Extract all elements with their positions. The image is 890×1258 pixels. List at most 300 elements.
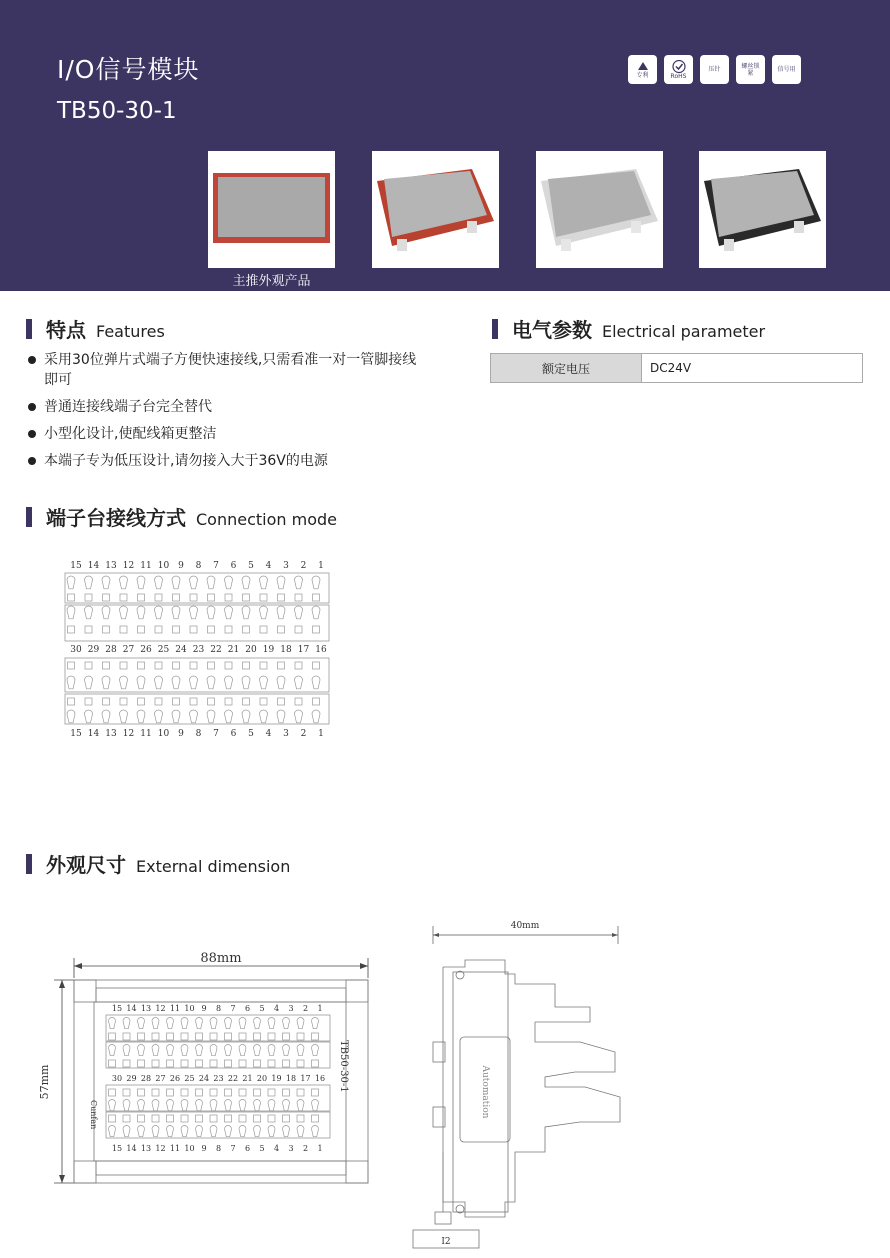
- wire-entry: [167, 1033, 174, 1040]
- keyhole-slot: [190, 676, 198, 689]
- pin-number: 5: [248, 729, 254, 739]
- wire-entry: [239, 1089, 246, 1096]
- pin-number: 9: [178, 729, 184, 739]
- keyhole-slot: [295, 606, 303, 619]
- wire-entry: [196, 1060, 203, 1067]
- pin-number: 26: [169, 1074, 181, 1083]
- features-list: [26, 350, 426, 478]
- wire-entry: [295, 594, 302, 601]
- pin-number: 26: [140, 645, 152, 655]
- pin-number: 2: [300, 561, 307, 571]
- keyhole-slot: [283, 1100, 290, 1111]
- wire-entry: [181, 1033, 188, 1040]
- wire-entry: [239, 1115, 246, 1122]
- keyhole-slot: [196, 1045, 203, 1056]
- pin-number: 4: [273, 1004, 280, 1013]
- end-clamp: [346, 1161, 368, 1183]
- keyhole-slot: [137, 606, 145, 619]
- wire-entry: [210, 1089, 217, 1096]
- pin-number: 22: [227, 1074, 239, 1083]
- pin-number: 29: [87, 645, 100, 655]
- wire-entry: [152, 1115, 159, 1122]
- keyhole-slot: [277, 576, 285, 589]
- wire-entry: [295, 698, 302, 705]
- keyhole-slot: [297, 1100, 304, 1111]
- pin-number: 5: [259, 1144, 265, 1153]
- pin-number: 11: [169, 1004, 181, 1013]
- keyhole-slot: [283, 1018, 290, 1029]
- wire-entry: [120, 626, 127, 633]
- pin-number: 1: [318, 561, 324, 571]
- pin-number: 1: [318, 729, 324, 739]
- wire-entry: [167, 1060, 174, 1067]
- pin-number: 2: [302, 1004, 309, 1013]
- wire-entry: [173, 626, 180, 633]
- features-heading: [26, 314, 165, 343]
- wire-entry: [120, 662, 127, 669]
- pin-number: 29: [126, 1074, 137, 1083]
- wire-entry: [155, 698, 162, 705]
- keyhole-slot: [167, 1045, 174, 1056]
- header-banner: [0, 0, 890, 291]
- page-title: I/O信号模块: [57, 55, 200, 84]
- certification-badges: [628, 55, 801, 84]
- wire-entry: [138, 698, 145, 705]
- wire-entry: [254, 1060, 261, 1067]
- wire-entry: [173, 662, 180, 669]
- keyhole-slot: [312, 1045, 319, 1056]
- pin-number: 13: [105, 561, 117, 571]
- wire-entry: [313, 626, 320, 633]
- terminal-block: [106, 1112, 330, 1138]
- keyhole-slot: [260, 576, 268, 589]
- pin-number: 28: [105, 645, 117, 655]
- wire-entry: [278, 594, 285, 601]
- keyhole-slot: [312, 606, 320, 619]
- wire-entry: [85, 698, 92, 705]
- wire-entry: [109, 1115, 116, 1122]
- keyhole-slot: [312, 676, 320, 689]
- wire-entry: [268, 1089, 275, 1096]
- wire-entry: [152, 1033, 159, 1040]
- keyhole-slot: [155, 576, 163, 589]
- pin-number: 12: [155, 1004, 166, 1013]
- keyhole-slot: [109, 1100, 116, 1111]
- wire-entry: [85, 594, 92, 601]
- wire-entry: [190, 662, 197, 669]
- pin-number: 8: [215, 1004, 222, 1013]
- keyhole-slot: [123, 1045, 130, 1056]
- pin-number: 24: [198, 1074, 210, 1083]
- keyhole-slot: [207, 710, 215, 723]
- wire-entry: [254, 1089, 261, 1096]
- keyhole-slot: [155, 676, 163, 689]
- wire-entry: [283, 1115, 290, 1122]
- pin-number: 25: [184, 1074, 195, 1083]
- wire-entry: [225, 594, 232, 601]
- dimension-title-en: External dimension: [136, 857, 291, 876]
- wire-entry: [155, 594, 162, 601]
- terminal-block: [106, 1015, 330, 1041]
- wire-entry: [283, 1060, 290, 1067]
- keyhole-slot: [137, 710, 145, 723]
- height-label: 57mm: [38, 1064, 51, 1100]
- pin-number: 22: [210, 645, 222, 655]
- wire-entry: [190, 698, 197, 705]
- wire-entry: [260, 594, 267, 601]
- keyhole-slot: [172, 710, 180, 723]
- keyhole-slot: [239, 1018, 246, 1029]
- pin-number: 6: [230, 729, 237, 739]
- end-clamp: [346, 980, 368, 1002]
- pin-number: 12: [122, 729, 135, 739]
- pin-number: 15: [70, 729, 82, 739]
- keyhole-slot: [297, 1126, 304, 1137]
- wire-entry: [243, 662, 250, 669]
- keyhole-slot: [268, 1126, 275, 1137]
- wire-entry: [196, 1089, 203, 1096]
- keyhole-slot: [196, 1126, 203, 1137]
- wire-entry: [181, 1089, 188, 1096]
- wire-entry: [120, 698, 127, 705]
- wire-entry: [254, 1033, 261, 1040]
- dimension-title-cn: 外观尺寸: [46, 853, 126, 877]
- pin-number: 7: [213, 561, 219, 571]
- keyhole-slot: [239, 1045, 246, 1056]
- keyhole-slot: [225, 1045, 232, 1056]
- wire-entry: [109, 1089, 116, 1096]
- pin-number: 20: [245, 645, 257, 655]
- table-row: [491, 354, 863, 383]
- wire-entry: [313, 594, 320, 601]
- keyhole-slot: [67, 676, 75, 689]
- pin-number: 20: [256, 1074, 268, 1083]
- pin-number: 24: [175, 645, 187, 655]
- keyhole-slot: [109, 1126, 116, 1137]
- keyhole-slot: [102, 576, 110, 589]
- keyhole-slot: [239, 1100, 246, 1111]
- photo-caption: 主推外观产品: [232, 274, 311, 289]
- wire-entry: [254, 1115, 261, 1122]
- pin-number: 27: [122, 645, 135, 655]
- keyhole-slot: [207, 576, 215, 589]
- side-model-label: TB50-30-1: [338, 1040, 349, 1093]
- keyhole-slot: [277, 606, 285, 619]
- keyhole-slot: [181, 1100, 188, 1111]
- keyhole-slot: [155, 710, 163, 723]
- pin-number: 6: [244, 1004, 251, 1013]
- wire-entry: [225, 1115, 232, 1122]
- rohs-icon: RoHS: [664, 55, 693, 84]
- keyhole-slot: [312, 710, 320, 723]
- electrical-title-en: Electrical parameter: [602, 322, 766, 341]
- pin-number: 2: [302, 1144, 309, 1153]
- keyhole-slot: [102, 710, 110, 723]
- wire-entry: [103, 626, 110, 633]
- keyhole-slot: [312, 1126, 319, 1137]
- keyhole-slot: [120, 606, 128, 619]
- logo-text: Cunfan: [89, 1100, 98, 1130]
- keyhole-slot: [277, 676, 285, 689]
- wire-entry: [260, 662, 267, 669]
- pin-number: 8: [215, 1144, 222, 1153]
- keyhole-slot: [225, 710, 233, 723]
- pin-number: 25: [157, 645, 170, 655]
- wire-entry: [138, 594, 145, 601]
- wire-entry: [208, 626, 215, 633]
- pin-number: 14: [126, 1004, 137, 1013]
- keyhole-slot: [138, 1100, 145, 1111]
- keyhole-slot: [207, 606, 215, 619]
- wire-entry: [138, 662, 145, 669]
- pin-number: 6: [244, 1144, 251, 1153]
- keyhole-slot: [297, 1045, 304, 1056]
- wire-entry: [239, 1033, 246, 1040]
- product-photo-black: [699, 151, 826, 268]
- param-key: 额定电压: [491, 354, 642, 383]
- wire-entry: [208, 662, 215, 669]
- param-value: DC24V: [642, 354, 863, 383]
- keyhole-slot: [210, 1018, 217, 1029]
- keyhole-slot: [102, 676, 110, 689]
- wire-entry: [278, 698, 285, 705]
- wire-entry: [109, 1033, 116, 1040]
- keyhole-slot: [152, 1045, 159, 1056]
- pin-number: 9: [178, 561, 184, 571]
- pin-number: 7: [230, 1144, 236, 1153]
- keyhole-slot: [167, 1126, 174, 1137]
- wire-entry: [152, 1060, 159, 1067]
- keyhole-slot: [85, 676, 93, 689]
- keyhole-slot: [152, 1126, 159, 1137]
- product-photo-red-side: [372, 151, 499, 268]
- keyhole-slot: [242, 576, 250, 589]
- pin-number: 12: [155, 1144, 166, 1153]
- keyhole-slot: [254, 1100, 261, 1111]
- wire-entry: [225, 1033, 232, 1040]
- wire-entry: [138, 626, 145, 633]
- section-marker: [26, 319, 32, 339]
- list-item: 普通连接线端子台完全替代: [26, 397, 426, 417]
- pin-number: 2: [300, 729, 307, 739]
- model-number: TB50-30-1: [57, 98, 177, 124]
- list-item: 采用30位弹片式端子方便快速接线,只需看准一对一管脚接线即可: [26, 350, 426, 390]
- connection-diagram: [60, 556, 345, 741]
- end-clamp: [74, 1161, 96, 1183]
- wire-entry: [85, 626, 92, 633]
- wire-entry: [295, 662, 302, 669]
- wire-entry: [225, 1089, 232, 1096]
- keyhole-slot: [295, 710, 303, 723]
- wire-entry: [243, 626, 250, 633]
- keyhole-slot: [123, 1018, 130, 1029]
- electrical-heading: [492, 314, 765, 343]
- keyhole-slot: [210, 1100, 217, 1111]
- list-item: 小型化设计,使配线箱更整洁: [26, 424, 426, 444]
- arrow-head: [59, 980, 65, 988]
- patent-icon: 专利: [628, 55, 657, 84]
- wire-entry: [138, 1060, 145, 1067]
- pin-number: 21: [227, 645, 240, 655]
- wire-entry: [103, 594, 110, 601]
- width-label: 88mm: [200, 951, 242, 966]
- pin-number: 14: [87, 561, 100, 571]
- keyhole-slot: [210, 1045, 217, 1056]
- pin-number: 15: [70, 561, 82, 571]
- pin-number: 14: [126, 1144, 137, 1153]
- wire-entry: [312, 1033, 319, 1040]
- pin-number: 17: [297, 645, 310, 655]
- wire-entry: [260, 626, 267, 633]
- end-clamp: [74, 980, 96, 1002]
- wire-entry: [283, 1089, 290, 1096]
- keyhole-slot: [167, 1100, 174, 1111]
- connection-heading: [26, 502, 337, 531]
- keyhole-slot: [295, 676, 303, 689]
- keyhole-slot: [181, 1126, 188, 1137]
- base-label: I2: [441, 1237, 451, 1247]
- wire-entry: [167, 1089, 174, 1096]
- wire-entry: [268, 1060, 275, 1067]
- wire-entry: [243, 698, 250, 705]
- pin-number: 7: [230, 1004, 236, 1013]
- pin-number: 30: [70, 645, 82, 655]
- wire-entry: [152, 1089, 159, 1096]
- keyhole-slot: [138, 1018, 145, 1029]
- pin-number: 3: [288, 1144, 294, 1153]
- wire-entry: [210, 1060, 217, 1067]
- keyhole-slot: [207, 676, 215, 689]
- pin-number: 4: [265, 729, 272, 739]
- keyhole-slot: [254, 1045, 261, 1056]
- wire-entry: [312, 1115, 319, 1122]
- keyhole-slot: [225, 1100, 232, 1111]
- wire-entry: [167, 1115, 174, 1122]
- wire-entry: [278, 626, 285, 633]
- pin-number: 10: [184, 1004, 195, 1013]
- keyhole-slot: [85, 710, 93, 723]
- wire-entry: [243, 594, 250, 601]
- wire-entry: [103, 698, 110, 705]
- keyhole-slot: [137, 576, 145, 589]
- keyhole-slot: [225, 606, 233, 619]
- keyhole-slot: [260, 676, 268, 689]
- wire-entry: [208, 698, 215, 705]
- keyhole-slot: [260, 606, 268, 619]
- arrow-head: [74, 963, 82, 969]
- wire-entry: [313, 698, 320, 705]
- wire-entry: [138, 1115, 145, 1122]
- pin-number: 1: [317, 1144, 323, 1153]
- keyhole-slot: [181, 1045, 188, 1056]
- pin-number: 3: [288, 1004, 294, 1013]
- keyhole-slot: [181, 1018, 188, 1029]
- electrical-title-cn: 电气参数: [512, 318, 592, 342]
- product-photo-red: [208, 151, 335, 268]
- depth-label: 40mm: [510, 921, 540, 931]
- keyhole-slot: [312, 1018, 319, 1029]
- connection-title-en: Connection mode: [196, 510, 337, 529]
- keyhole-slot: [283, 1126, 290, 1137]
- wire-entry: [68, 662, 75, 669]
- side-view-drawing: [405, 912, 645, 1252]
- pin-number: 5: [259, 1004, 265, 1013]
- pin-number: 3: [283, 729, 289, 739]
- wire-entry: [123, 1060, 130, 1067]
- terminal-block: [106, 1042, 330, 1068]
- pin-number: 13: [140, 1004, 152, 1013]
- wire-entry: [138, 1033, 145, 1040]
- pin-number: 9: [201, 1144, 207, 1153]
- keyhole-slot: [225, 1126, 232, 1137]
- wire-entry: [68, 626, 75, 633]
- arrow-head: [59, 1175, 65, 1183]
- pin-number: 8: [195, 561, 202, 571]
- wire-entry: [225, 698, 232, 705]
- pin-number: 9: [201, 1004, 207, 1013]
- pin-number: 12: [122, 561, 135, 571]
- wire-entry: [260, 698, 267, 705]
- wire-entry: [268, 1033, 275, 1040]
- wire-entry: [295, 626, 302, 633]
- wire-entry: [196, 1115, 203, 1122]
- front-view-drawing: [36, 940, 376, 1190]
- wire-entry: [283, 1033, 290, 1040]
- keyhole-slot: [312, 576, 320, 589]
- wire-entry: [313, 662, 320, 669]
- wire-entry: [68, 698, 75, 705]
- pin-number: 11: [169, 1144, 181, 1153]
- pin-number: 23: [192, 645, 205, 655]
- keyhole-slot: [138, 1126, 145, 1137]
- keyhole-slot: [172, 676, 180, 689]
- pin-number: 1: [317, 1004, 323, 1013]
- pin-number: 3: [283, 561, 289, 571]
- wire-entry: [173, 594, 180, 601]
- wire-entry: [155, 626, 162, 633]
- wire-entry: [225, 662, 232, 669]
- keyhole-slot: [152, 1018, 159, 1029]
- wire-entry: [123, 1115, 130, 1122]
- wire-entry: [268, 1115, 275, 1122]
- keyhole-slot: [190, 606, 198, 619]
- pin-number: 19: [262, 645, 275, 655]
- keyhole-slot: [123, 1100, 130, 1111]
- wire-entry: [297, 1089, 304, 1096]
- keyhole-slot: [67, 606, 75, 619]
- pin-number: 6: [230, 561, 237, 571]
- keyhole-slot: [268, 1018, 275, 1029]
- pin-number: 27: [155, 1074, 166, 1083]
- side-logo: Automation: [480, 1065, 490, 1119]
- keyhole-slot: [137, 676, 145, 689]
- keyhole-slot: [102, 606, 110, 619]
- keyhole-slot: [260, 710, 268, 723]
- connection-title-cn: 端子台接线方式: [46, 506, 186, 530]
- keyhole-slot: [152, 1100, 159, 1111]
- pin-number: 23: [213, 1074, 224, 1083]
- keyhole-slot: [85, 576, 93, 589]
- crimp-icon: 压针: [700, 55, 729, 84]
- keyhole-slot: [190, 710, 198, 723]
- wire-entry: [239, 1060, 246, 1067]
- arrow-head: [360, 963, 368, 969]
- wire-entry: [190, 594, 197, 601]
- wire-entry: [278, 662, 285, 669]
- keyhole-slot: [120, 710, 128, 723]
- wire-entry: [120, 594, 127, 601]
- wire-entry: [85, 662, 92, 669]
